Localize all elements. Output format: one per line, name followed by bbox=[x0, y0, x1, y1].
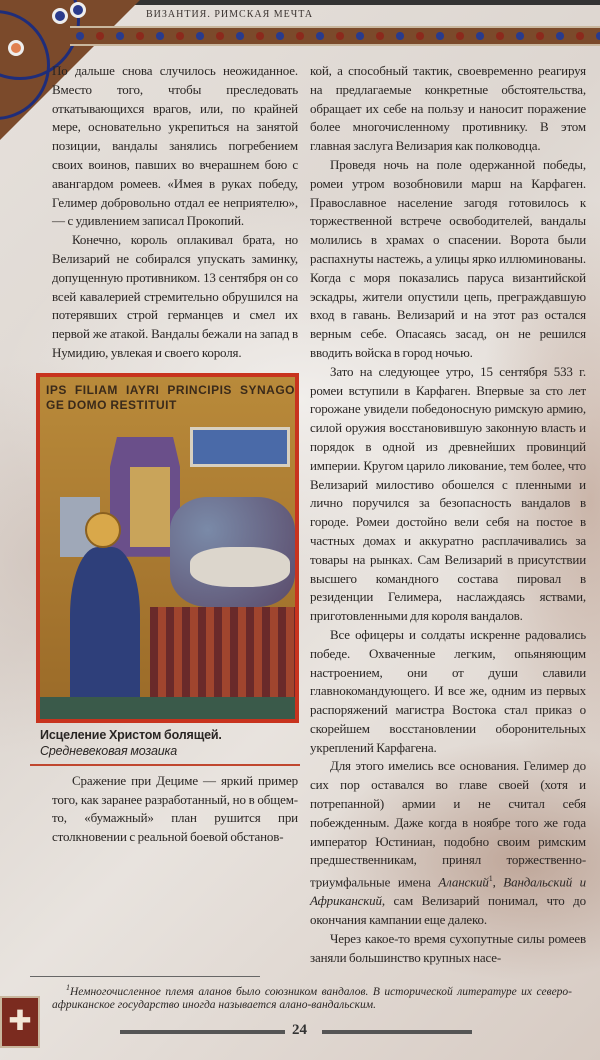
bottom-margin bbox=[0, 1048, 600, 1060]
caption-divider bbox=[30, 764, 300, 766]
cross-icon: ✚ bbox=[0, 996, 40, 1048]
footnote-rule bbox=[30, 976, 260, 977]
mosaic-inscription: IPS FILIAM IAYRI PRINCIPIS SYNAGO GE DOMO RESTITUIT bbox=[46, 382, 295, 412]
paragraph: Через какое-то время сухопутные силы ромеев заняли большинство крупных насе- bbox=[310, 930, 586, 965]
paragraph: Все офицеры и солдаты искренне радовались победе. Охваченные легким, опьяняющим настроением, они от души славили главнокомандующего. И все же, одним из первых распоряжений магистра Востока стал приказ о скорейшем восстановлении оборонительных укреплений Карфагена. bbox=[310, 626, 586, 755]
text: Для этого имелись все основания. Гелимер до сих пор оставался во главе своей (хотя и потрепанной) армии и не считал себя побежденным. Даже когда в ноябре того же года император Юстиниан, подобно своим римским предшественникам, принял торжественно-триумфальные имена bbox=[310, 758, 586, 890]
left-column bbox=[40, 62, 298, 968]
footnote-ref[interactable]: 1 bbox=[488, 874, 493, 884]
italic-name: Аланский bbox=[438, 874, 489, 890]
paragraph: Сражение при Дециме — яркий пример того, как заранее разработанный, но в общем-то, «бумажный» план рушится при столкновении с реальной боевой обстанов- bbox=[52, 772, 298, 845]
left-column-bottom bbox=[52, 772, 298, 847]
paragraph: кой, а способный тактик, своевременно реагируя на предлагаемые конкретные обстоятельства, обращает их себе на пользу и наносит поражение более многочисленному противнику. В этом главная заслуга Велизария как полководца. bbox=[310, 63, 586, 154]
running-title: ВИЗАНТИЯ. РИМСКАЯ МЕЧТА bbox=[146, 9, 314, 20]
paragraph: Проведя ночь на поле одержанной победы, ромеи утром возобновили марш на Карфаген. Православное население загодя готовилось к торжественной встрече освободителей, вандалы молились в храмах о спасении. Ворота были распахнуты настежь, а улицы ярко иллюминованы. Когда с моря показались паруса византийской эскадры, жители опустили цепь, преграждавшую вход в гавань. Велизарий и на этот раз остался верным себе. Опасаясь засад, он не решился вводить войска в город ночью. bbox=[310, 156, 586, 360]
caption-title: Исцеление Христом болящей. bbox=[40, 727, 222, 742]
paragraph: По дальше снова случилось неожиданное. Вместо того, чтобы преследовать откатывающихся врагов, или, по крайней мере, основательно укрепиться на занятой позиции, вандалы занялись погребением своих воинов, павших во вчерашнем бою с авангардом ромеев. «Имея в руках победу, Гелимер добровольно отдал ее неприятелю», — с удивлением записал Прокопий. bbox=[52, 63, 298, 229]
footnote-text: Немногочисленное племя аланов было союзником вандалов. В исторической литературе их северо-африканское государство иногда называется алано-вандальским. bbox=[52, 985, 572, 1012]
page-rule-left bbox=[120, 1030, 285, 1034]
left-column-top bbox=[52, 62, 298, 363]
page-footer bbox=[0, 1006, 600, 1048]
paragraph: Зато на следующее утро, 15 сентября 533 г. ромеи вступили в Карфаген. Впервые за сто лет горожане увидели победоносную римскую армию, силой оружия восстановившую законную власть и порядок в одной из древнейших провинций империи. Кругом царило ликование, тем более, что Велизарий милостиво обошелся с пленными и лично поручился за безопасность вандалов в городе. Ромеи достойно вели себя на постое в частных домах и аккуратно расплачивались за товары на рынках. Сам Велизарий в присутствии высшего командного состава пировал в резиденции Гелимера, наслаждаясь яствами, приготовленными для короля вандалов. bbox=[310, 363, 586, 624]
paragraph: Конечно, король оплакивал брата, но Велизарий не собирался упускать заминку, допущенную противником. 13 сентября он со всей кавалерией стремительно обрушился на потерявших строй германцев и смел их первой же атакой. Вандалы бежали на запад в Нумидию, увлекая и своего короля. bbox=[52, 232, 298, 360]
footnote bbox=[52, 981, 572, 1013]
page-rule-right bbox=[322, 1030, 472, 1034]
caption-subtitle: Средневековая мозаика bbox=[40, 743, 178, 758]
footnote-mark: 1 bbox=[66, 982, 70, 992]
text-columns bbox=[40, 62, 600, 968]
page-number: 24 bbox=[292, 1022, 307, 1039]
ornamental-band bbox=[70, 26, 600, 46]
right-column bbox=[310, 62, 586, 968]
figure-caption bbox=[40, 727, 298, 759]
text: , сам Велизарий понимал, что до окончания кампании еще далеко. bbox=[310, 893, 586, 928]
paragraph bbox=[310, 757, 586, 930]
mosaic-image bbox=[36, 373, 299, 723]
italic-names: , Вандальский и Африканский bbox=[310, 874, 587, 909]
